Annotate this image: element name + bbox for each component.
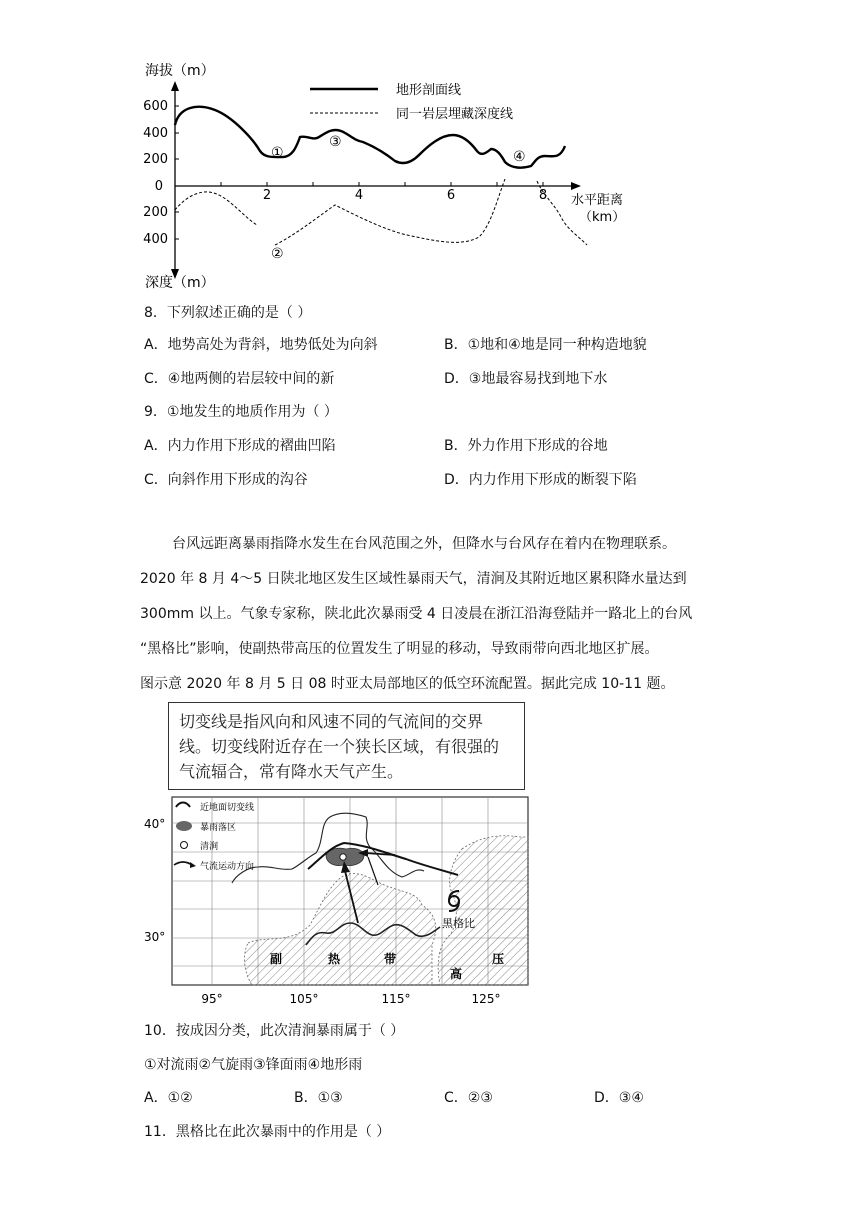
question-11-stem: 11．黑格比在此次暴雨中的作用是（ ） (144, 1124, 391, 1140)
x-tick-label: 4 (354, 188, 364, 203)
question-8-option-c[interactable]: C．④地两侧的岩层较中间的新 (144, 371, 335, 387)
x-tick-label: 6 (446, 188, 456, 203)
passage-line: 300mm 以上。气象专家称，陕北此次暴雨受 4 日凌晨在浙江沿海登陆并一路北上的台风 (140, 606, 693, 622)
marker-2: ② (271, 246, 284, 262)
lat-label: 40° (144, 817, 166, 831)
note-line: 切变线是指风向和风速不同的气流间的交界 (179, 712, 484, 731)
y-tick-label: 400 (143, 126, 168, 141)
lon-label: 95° (201, 992, 223, 1006)
lon-label: 125° (471, 992, 501, 1006)
question-10-option-c[interactable]: C．②③ (444, 1090, 493, 1106)
high-char: 热 (328, 952, 341, 966)
terrain-profile-chart (135, 55, 626, 295)
y-tick-label: 0 (154, 179, 163, 194)
legend-rainstorm: 暴雨落区 (200, 823, 237, 833)
legend-shear-line: 近地面切变线 (200, 803, 255, 813)
passage (140, 527, 725, 702)
legend-solid-label: 地形剖面线 (396, 83, 462, 98)
question-9-option-d[interactable]: D．内力作用下形成的断裂下陷 (444, 472, 637, 488)
marker-3: ③ (329, 134, 342, 150)
rock-layer-line-west (175, 192, 257, 225)
passage-line: 台风远距离暴雨指降水发生在台风范围之外，但降水与台风存在着内在物理联系。 (172, 536, 676, 552)
marker-1: ① (271, 145, 284, 161)
legend-dashed-label: 同一岩层埋藏深度线 (396, 107, 514, 122)
circulation-map (140, 795, 540, 1010)
lon-label: 105° (289, 992, 319, 1006)
x-tick-label: 8 (538, 188, 548, 203)
passage-line: 图示意 2020 年 8 月 5 日 08 时亚太局部地区的低空环流配置。据此完成 10-11 题。 (140, 676, 675, 692)
lat-label: 30° (144, 930, 166, 944)
y-axis-bottom-title: 深度（m） (145, 275, 215, 291)
typhoon-label: 黑格比 (442, 917, 475, 930)
x-tick-label: 2 (262, 188, 272, 203)
high-char: 带 (384, 952, 397, 966)
x-axis-title: 水平距离 (571, 193, 624, 208)
high-char: 压 (492, 952, 505, 966)
passage-line: 2020 年 8 月 4～5 日陕北地区发生区域性暴雨天气，清涧及其附近地区累积降水量达到 (140, 571, 687, 587)
question-9-option-a[interactable]: A．内力作用下形成的褶曲凹陷 (144, 438, 336, 454)
high-char: 高 (450, 967, 463, 981)
note-line: 线。切变线附近存在一个狭长区域，有很强的 (179, 737, 500, 756)
question-10-option-a[interactable]: A．①② (144, 1090, 193, 1106)
legend-airflow: 气流运动方向 (200, 862, 255, 872)
question-8-option-d[interactable]: D．③地最容易找到地下水 (444, 371, 608, 387)
qingjian-marker (340, 854, 346, 860)
lon-label: 115° (381, 992, 411, 1006)
y-tick-label: 400 (143, 232, 168, 247)
question-10-stem: 10．按成因分类，此次清涧暴雨属于（ ） (144, 1023, 405, 1039)
x-axis-unit: （km） (579, 210, 626, 225)
y-tick-label: 200 (143, 152, 168, 167)
question-9-stem: 9．①地发生的地质作用为（ ） (144, 404, 338, 420)
note-line: 气流辐合，常有降水天气产生。 (179, 762, 404, 781)
rock-layer-line-central (275, 179, 505, 245)
question-9-option-c[interactable]: C．向斜作用下形成的沟谷 (144, 472, 308, 488)
passage-line: “黑格比”影响，使副热带高压的位置发生了明显的移动，导致雨带向西北地区扩展。 (140, 641, 659, 657)
question-8-option-a[interactable]: A．地势高处为背斜，地势低处为向斜 (144, 337, 378, 353)
y-tick-label: 200 (143, 205, 168, 220)
question-8-option-b[interactable]: B．①地和④地是同一种构造地貌 (444, 337, 647, 353)
marker-4: ④ (513, 149, 526, 165)
question-8-stem: 8．下列叙述正确的是（ ） (144, 305, 312, 321)
question-10-options-line: ①对流雨②气旋雨③锋面雨④地形雨 (144, 1057, 363, 1073)
legend-qingjian: 清涧 (200, 842, 219, 852)
y-axis-title: 海拔（m） (145, 63, 215, 79)
high-char: 副 (270, 952, 283, 966)
question-10-option-b[interactable]: B．①③ (294, 1090, 343, 1106)
question-9-option-b[interactable]: B．外力作用下形成的谷地 (444, 438, 608, 454)
question-10-option-d[interactable]: D．③④ (594, 1090, 644, 1106)
y-tick-label: 600 (143, 99, 168, 114)
shear-line-note-box (168, 702, 525, 790)
